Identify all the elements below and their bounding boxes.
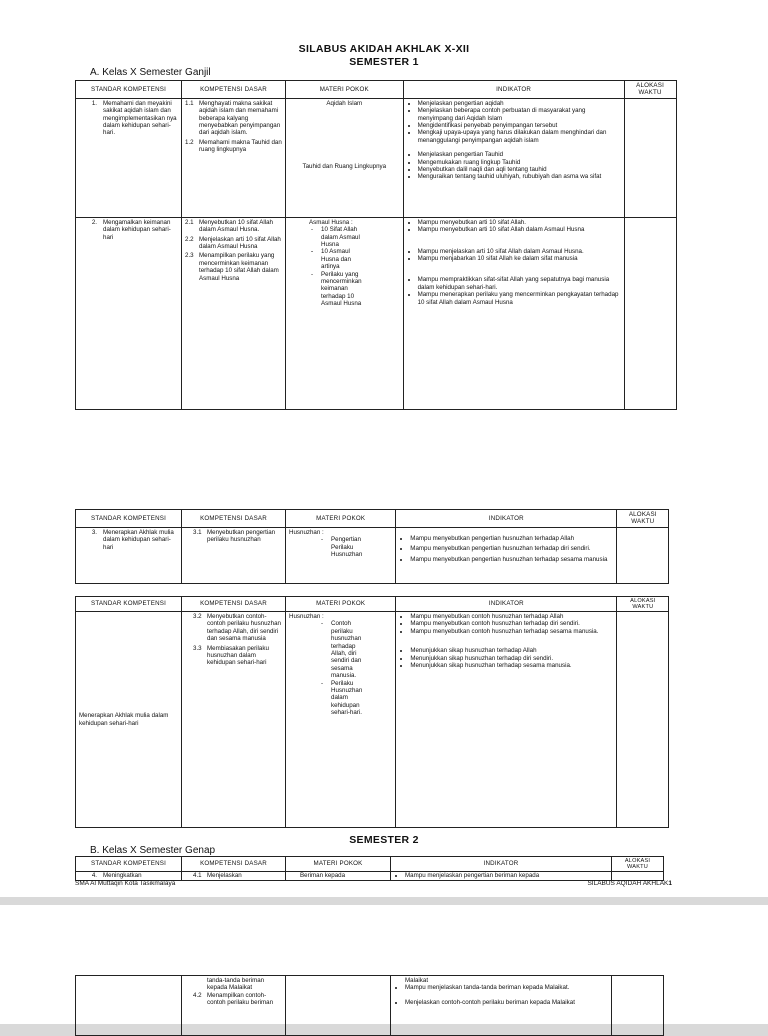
list-item: • Mengkaji upaya-upaya yang harus dilakukan dalam menghindari dan menanggulangi penyimpangan aqidah islam [418,129,621,144]
header-standar-kompetensi: STANDAR KOMPETENSI [76,81,182,99]
materi-pokok-text: Tauhid dan Ruang Lingkupnya [302,163,387,171]
list-item: • Mengidentifikasi penyebab penyimpangan tersebut [418,122,621,129]
list-item: • Mampu menjelaskan arti 10 sifat Allah dalam Asmaul Husna. [418,248,621,255]
list-item: • Mampu menyebutkan pengertian husnuzhan terhadap sesama manusia [410,556,613,563]
section-a-heading: A. Kelas X Semester Ganjil [90,67,211,78]
materi-pokok-list [289,536,392,558]
standar-kompetensi-cell: 4. Meningkatkan [76,872,182,881]
header-alokasi-waktu: ALOKASI WAKTU [624,81,676,99]
table-row [76,527,669,583]
list-item: • Menunjukkan sikap husnuzhan terhadap diri sendiri. [410,655,613,662]
kompetensi-dasar-text: Memahami makna Tauhid dan ruang lingkupnya [199,138,282,154]
header-alokasi-waktu: ALOKASI WAKTU [612,857,664,872]
table-row [76,98,677,217]
indikator-cell [391,976,612,1036]
indikator-list [407,219,621,306]
footer-title [587,880,672,887]
list-item: • Mampu menjelaskan tanda-tanda beriman kepada Malaikat. [405,984,608,991]
indikator-cell [403,98,624,217]
standar-kompetensi-cell: 3. Menerapkan Akhlak mulia dalam kehidupan sehari-hari [76,527,182,583]
header-indikator: INDIKATOR [391,857,612,872]
indikator-list [399,535,613,563]
list-item: • Menjelaskan pengertian Tauhid [418,151,621,158]
materi-pokok-heading: Husnuzhan : [289,613,324,620]
syllabus-table-2 [75,509,669,584]
kompetensi-dasar-text: tanda-tanda beriman kepada Malaikat [207,977,265,992]
header-materi-pokok: MATERI POKOK [286,510,396,528]
list-item: • Mengemukakan ruang lingkup Tauhid [418,159,621,166]
table-row [76,976,664,1036]
list-item: • Mampu menyebutkan contoh husnuzhan terhadap Allah [410,613,613,620]
syllabus-table-3 [75,596,669,828]
header-indikator: INDIKATOR [396,597,617,612]
materi-pokok-text: Aqidah Islam [326,99,363,107]
standar-kompetensi-text: Meningkatkan [103,872,142,879]
kompetensi-dasar-text: Menjelaskan arti 10 sifat Allah dalam Asmaul Husna [199,235,281,251]
header-kompetensi-dasar: KOMPETENSI DASAR [182,81,286,99]
list-item: • Menunjukkan sikap husnuzhan terhadap Allah [410,647,613,654]
list-item: - Perilaku Husnuzhan dalam kehidupan sehari-hari. [331,680,362,717]
footer-school: SMA Al Muttaqin Kota Tasikmalaya [75,880,176,887]
materi-pokok-heading: Asmaul Husna : [309,218,353,226]
standar-kompetensi-text: Menerapkan Akhlak mulia dalam kehidupan sehari-hari [79,712,169,727]
kompetensi-dasar-cell: 2.1 Menyebutkan 10 sifat Allah dalam Asmaul Husna. 2.2 Menjelaskan arti 10 sifat Allah dalam Asmaul Husna 2.3 Menampilkan perilaku yang mencerminkan keimanan terhadap 10 sifat Allah dalam Asmaul Husna [182,217,286,409]
materi-pokok-cell [286,872,391,881]
list-item: • Mampu menyebutkan contoh husnuzhan terhadap sesama manusia. [410,628,613,635]
kompetensi-dasar-cell: tanda-tanda beriman kepada Malaikat 4.2 Menampilkan contoh-contoh perilaku beriman [182,976,286,1036]
header-materi-pokok: MATERI POKOK [286,597,396,612]
kompetensi-dasar-text: Membiasakan perilaku husnuzhan dalam kehidupan sehari-hari [207,644,269,667]
syllabus-table-5 [75,975,664,1036]
footer-title-text: SILABUS AQIDAH AKHLAK [587,880,669,887]
alokasi-waktu-cell [624,217,676,409]
list-item: - Contoh perilaku husnuzhan terhadap Allah, diri sendiri dan sesama manusia. [331,620,362,679]
indikator-list [394,873,608,879]
list-item: • Menjelaskan contoh-contoh perilaku beriman kepada Malaikat [405,999,608,1006]
list-item: • Menjelaskan beberapa contoh perbuatan di masyarakat yang menyimpang dari Aqidah Islam [418,107,621,122]
materi-pokok-cell [286,98,404,217]
materi-pokok-text: Beriman kepada [300,872,346,879]
list-item: • Mampu menyebutkan arti 10 sifat Allah. [418,219,621,226]
page-number: 1 [668,880,672,887]
kompetensi-dasar-cell: 3.2 Menyebutkan contoh-contoh perilaku husnuzhan terhadap Allah, diri sendiri dan sesama manusia 3.3 Membiasakan perilaku husnuzhan dalam kehidupan sehari-hari [182,612,286,828]
kompetensi-dasar-text: Menampilkan perilaku yang mencerminkan keimanan terhadap 10 sifat Allah dalam Asmaul Husna [199,252,279,282]
kompetensi-dasar-cell: 4.1 Menjelaskan [182,872,286,881]
section-b-heading: B. Kelas X Semester Genap [90,845,216,856]
list-item: - 10 Sifat Allah dalam Asmaul Husna [321,226,362,248]
materi-pokok-list [289,620,392,716]
semester-1-heading: SEMESTER 1 [349,56,419,68]
standar-kompetensi-text: Mengamalkan keimanan dalam kehidupan sehari-hari [103,218,171,241]
table-row [76,612,669,828]
header-standar-kompetensi: STANDAR KOMPETENSI [76,510,182,528]
table-row [76,217,677,409]
standar-kompetensi-cell [76,976,182,1036]
indikator-list [399,613,613,669]
materi-pokok-list [289,226,400,307]
indikator-list [407,100,621,181]
kompetensi-dasar-text: Menyebutkan pengertian perilaku husnuzhan [207,528,276,544]
indikator-cell [396,527,617,583]
list-item: - 10 Asmaul Husna dan artinya [321,248,362,270]
list-item: • Mampu mempraktikkan sifat-sifat Allah yang sepatutnya bagi manusia dalam kehidupan sehari-hari. [418,276,621,291]
list-item: • Mampu menerapkan perilaku yang mencerminkan pengkayatan terhadap 10 sifat Allah dalam Asmaul Husna [418,291,621,306]
semester-2-heading: SEMESTER 2 [349,834,419,846]
alokasi-waktu-cell [617,527,669,583]
materi-pokok-cell [286,527,396,583]
table-header-row [76,597,669,612]
kompetensi-dasar-text: Menyebutkan 10 sifat Allah dalam Asmaul Husna. [199,218,273,234]
table-header-row [76,857,664,872]
table-header-row [76,81,677,99]
materi-pokok-cell [286,976,391,1036]
alokasi-waktu-cell [624,98,676,217]
indikator-text: Malaikat [405,977,429,984]
document-page-2 [0,905,768,1024]
indikator-list [394,984,608,1006]
standar-kompetensi-cell [76,612,182,828]
indikator-cell [391,872,612,881]
list-item: • Mampu menjabarkan 10 sifat Allah ke dalam sifat manusia [418,255,621,262]
alokasi-waktu-cell [617,612,669,828]
kompetensi-dasar-cell: 3.1 Menyebutkan pengertian perilaku husnuzhan [182,527,286,583]
standar-kompetensi-text: Memahami dan meyakini sakikat aqidah islam dan mengimplementasikan nya dalam kehidupan sehari-hari. [103,99,177,137]
standar-kompetensi-cell: 1. Memahami dan meyakini sakikat aqidah islam dan mengimplementasikan nya dalam kehidupan sehari-hari. [76,98,182,217]
kompetensi-dasar-cell: 1.1 Menghayati makna sakikat aqidah islam dan memahami beberapa kalyang menyebabkan penyimpangan dari aqidah islam. 1.2 Memahami makna Tauhid dan ruang lingkupnya [182,98,286,217]
list-item: • Menyebutkan dalil naqli dan aqli tentang tauhid [418,166,621,173]
list-item: • Mampu menyebutkan pengertian husnuzhan terhadap diri sendiri. [410,545,613,552]
standar-kompetensi-cell: 2. Mengamalkan keimanan dalam kehidupan sehari-hari [76,217,182,409]
header-alokasi-waktu: ALOKASI WAKTU [617,597,669,612]
materi-pokok-heading: Husnuzhan : [289,528,324,536]
list-item: • Menunjukkan sikap husnuzhan terhadap sesama manusia. [410,662,613,669]
standar-kompetensi-text: Menerapkan Akhlak mulia dalam kehidupan sehari-hari [103,528,174,551]
header-standar-kompetensi: STANDAR KOMPETENSI [76,857,182,872]
header-standar-kompetensi: STANDAR KOMPETENSI [76,597,182,612]
syllabus-table-4 [75,856,664,881]
materi-pokok-cell [286,217,404,409]
kompetensi-dasar-text: Menghayati makna sakikat aqidah islam dan memahami beberapa kalyang menyebabkan penyimpangan dari aqidah islam. [199,99,281,137]
list-item: • Mampu menyebutkan pengertian husnuzhan terhadap Allah [410,535,613,542]
list-item: - Pengertian Perilaku Husnuzhan [331,536,362,558]
header-indikator: INDIKATOR [403,81,624,99]
document-title: SILABUS AKIDAH AKHLAK X-XII [298,43,470,55]
list-item: • Menguraikan tentang tauhid uluhiyah, rububiyah dan asma wa sifat [418,173,621,180]
indikator-cell [396,612,617,828]
table-header-row [76,510,669,528]
header-materi-pokok: MATERI POKOK [286,857,391,872]
header-indikator: INDIKATOR [396,510,617,528]
list-item: • Mampu menjelaskan pengertian beriman kepada [405,873,608,879]
kompetensi-dasar-text: Menjelaskan [207,872,242,879]
header-materi-pokok: MATERI POKOK [286,81,404,99]
indikator-cell [403,217,624,409]
header-alokasi-waktu: ALOKASI WAKTU [617,510,669,528]
alokasi-waktu-cell [612,976,664,1036]
header-kompetensi-dasar: KOMPETENSI DASAR [182,510,286,528]
syllabus-table-1 [75,80,677,410]
kompetensi-dasar-text: Menyebutkan contoh-contoh perilaku husnuzhan terhadap Allah, diri sendiri dan sesama manusia [207,613,281,643]
list-item: • Mampu menyebutkan contoh husnuzhan terhadap diri sendiri. [410,620,613,627]
kompetensi-dasar-text: Menampilkan contoh-contoh perilaku beriman [207,991,274,1007]
list-item: • Mampu menyebutkan arti 10 sifat Allah dalam Asmaul Husna [418,226,621,233]
list-item: - Perilaku yang mencerminkan keimanan terhadap 10 Asmaul Husna [321,271,362,308]
list-item: • Menjelaskan pengertian aqidah [418,100,621,107]
header-kompetensi-dasar: KOMPETENSI DASAR [182,857,286,872]
materi-pokok-cell [286,612,396,828]
header-kompetensi-dasar: KOMPETENSI DASAR [182,597,286,612]
